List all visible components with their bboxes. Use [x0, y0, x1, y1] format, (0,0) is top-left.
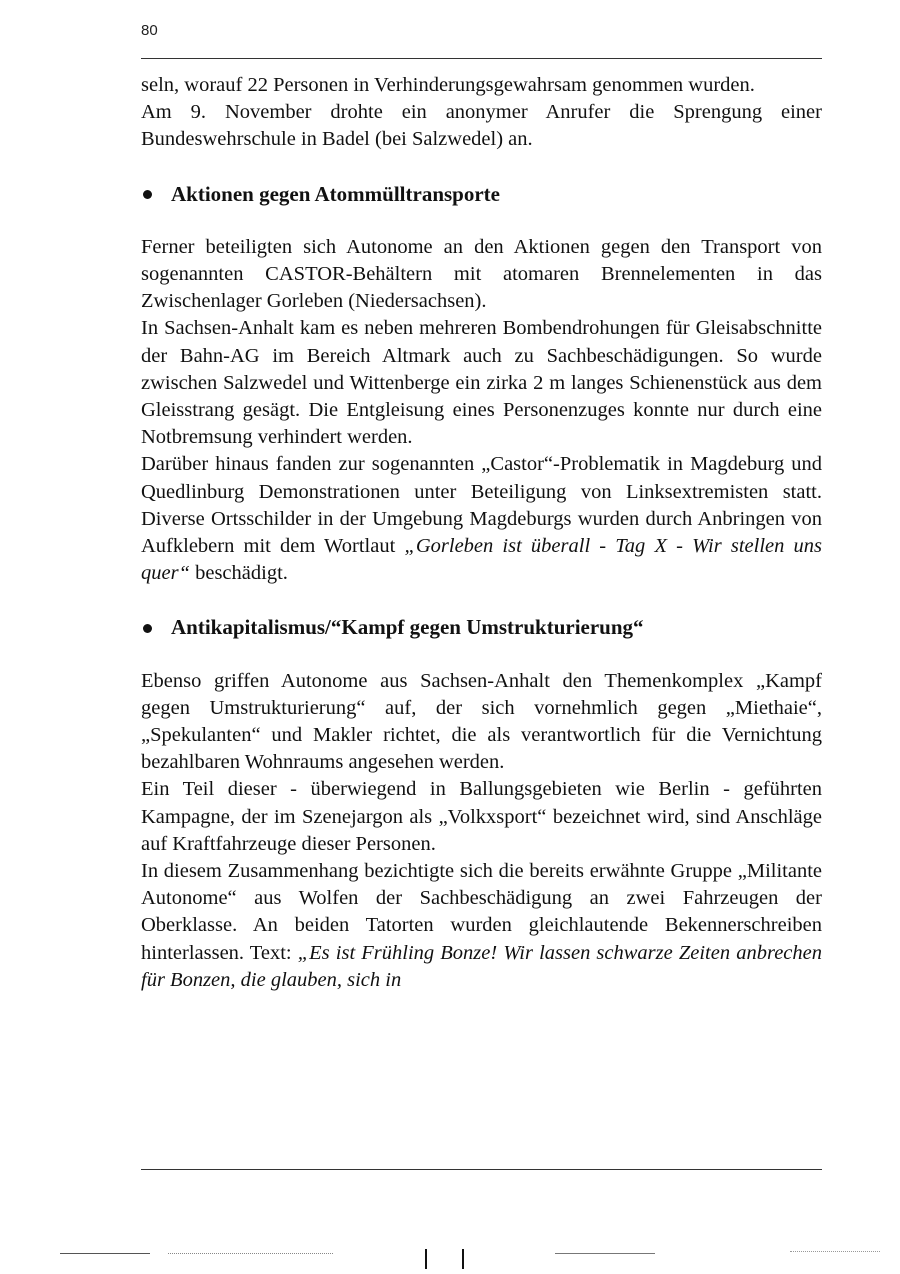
paragraph: Ebenso griffen Autonome aus Sachsen-Anhalt den Themenkomplex „Kampf gegen Umstrukturierung“ auf, der sich vornehmlich gegen „Miethaie“, „Spekulanten“ und Makler richtet, die als verantwortlich für die Vernichtung bezahlbaren Wohnraums angesehen werden.	[141, 669, 822, 774]
page-number: 80	[141, 22, 158, 39]
paragraph	[141, 858, 822, 994]
scan-artifact	[462, 1249, 464, 1269]
paragraph: seln, worauf 22 Personen in Verhinderungsgewahrsam genommen wurden.	[141, 74, 755, 96]
section-heading-text: Antikapitalismus/“Kampf gegen Umstrukturierung“	[171, 615, 644, 640]
section-heading	[141, 181, 822, 208]
bullet-icon	[143, 624, 152, 633]
page-body	[141, 72, 822, 994]
quoted-slogan: „Gorleben ist überall - Tag X - Wir stellen uns quer“	[141, 535, 822, 585]
scan-artifact	[60, 1253, 150, 1254]
paragraph: Ein Teil dieser - überwiegend in Ballungsgebieten wie Berlin - geführten Kampagne, der im Szenejargon als „Volkxsport“ bezeichnet wird, sind Anschläge auf Kraftfahrzeuge dieser Personen.	[141, 778, 822, 855]
paragraph: Am 9. November drohte ein anonymer Anrufer die Sprengung einer Bundeswehrschule in Badel (bei Salzwedel) an.	[141, 101, 822, 151]
paragraph: In Sachsen-Anhalt kam es neben mehreren Bombendrohungen für Gleisabschnitte der Bahn-AG im Bereich Altmark auch zu Sachbeschädigungen. So wurde zwischen Salzwedel und Wittenberge ein zirka 2 m langes Schienenstück aus dem Gleisstrang gesägt. Die Entgleisung eines Personenzuges konnte nur durch eine Notbremsung verhindert werden.	[141, 317, 822, 449]
paragraph-text: Darüber hinaus fanden zur sogenannten „Castor“-Problematik in Magdeburg und Quedlinburg Demonstrationen unter Beteiligung von Linksextremisten statt. Diverse Ortsschilder in der Umgebung Magdeburgs wurden durch Anbringen von Aufklebern mit dem Wortlaut	[141, 453, 822, 558]
paragraph: Ferner beteiligten sich Autonome an den Aktionen gegen den Transport von sogenannten CASTOR-Behältern mit atomaren Brennelementen in das Zwischenlager Gorleben (Niedersachsen).	[141, 235, 822, 313]
scan-artifact	[555, 1253, 655, 1254]
bullet-icon	[143, 190, 152, 199]
scan-artifact	[168, 1253, 333, 1254]
header-rule	[141, 58, 822, 59]
footnote-rule	[141, 1169, 822, 1170]
quoted-text: „Es ist Frühling Bonze! Wir lassen schwarze Zeiten anbrechen für Bonzen, die glauben, sich in	[141, 941, 822, 991]
section-heading	[141, 614, 822, 641]
section-heading-text: Aktionen gegen Atommülltransporte	[171, 181, 500, 206]
paragraph-text: beschädigt.	[189, 562, 288, 585]
scan-artifact	[790, 1251, 880, 1252]
scan-artifact	[425, 1249, 427, 1269]
paragraph	[141, 451, 822, 587]
paragraph-text: In diesem Zusammenhang bezichtigte sich die bereits erwähnte Gruppe „Militante Autonome“ aus Wolfen der Sachbeschädigung an zwei Fahrzeugen der Oberklasse. An beiden Tatorten wurden gleichlautende Bekennerschreiben hinterlassen. Text:	[141, 860, 822, 964]
